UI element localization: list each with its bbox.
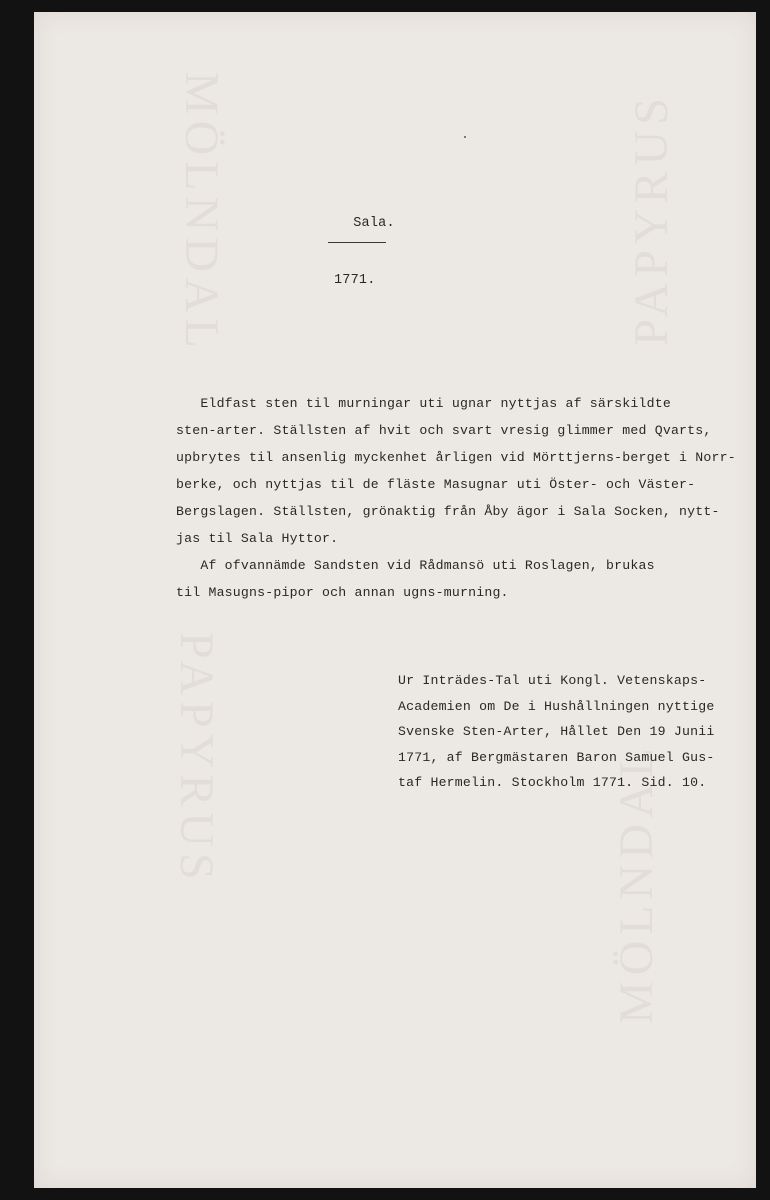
heading-underline [328, 242, 386, 243]
watermark-papyrus: PAPYRUS [625, 92, 678, 346]
paper-sheet [34, 12, 756, 1188]
watermark-molndal: MÖLNDAL [175, 72, 228, 354]
document-body: Eldfast sten til murningar uti ugnar nyttjas af särskildte sten-arter. Ställsten af hvit och svart vresig glimmer med Qvarts, upbrytes til ansenlig myckenhet årligen vid Mörttjerns-berget i Norr- berke, och nyttjas til de fläste Masugnar uti Öster- och Väster- Bergslagen. Ställsten, grönaktig från Åby ägor i Sala Socken, nytt- jas til Sala Hyttor. Af ofvannämde Sandsten vid Rådmansö uti Roslagen, brukas til Masugns-pipor och annan ugns-murning. [176, 396, 736, 600]
document-heading: Sala. [353, 216, 395, 231]
source-citation: Ur Inträdes-Tal uti Kongl. Vetenskaps- Academien om De i Hushållningen nyttige Svenske Sten-Arter, Hållet Den 19 Junii 1771, af Bergmästaren Baron Samuel Gus- taf Hermelin. Stockholm 1771. Sid. 10. [398, 673, 715, 790]
paper-speck [464, 136, 466, 138]
watermark-papyrus-lower: PAPYRUS [170, 632, 223, 886]
watermark-molndal-lower: MÖLNDAL [610, 742, 663, 1024]
document-year: 1771. [334, 273, 376, 288]
